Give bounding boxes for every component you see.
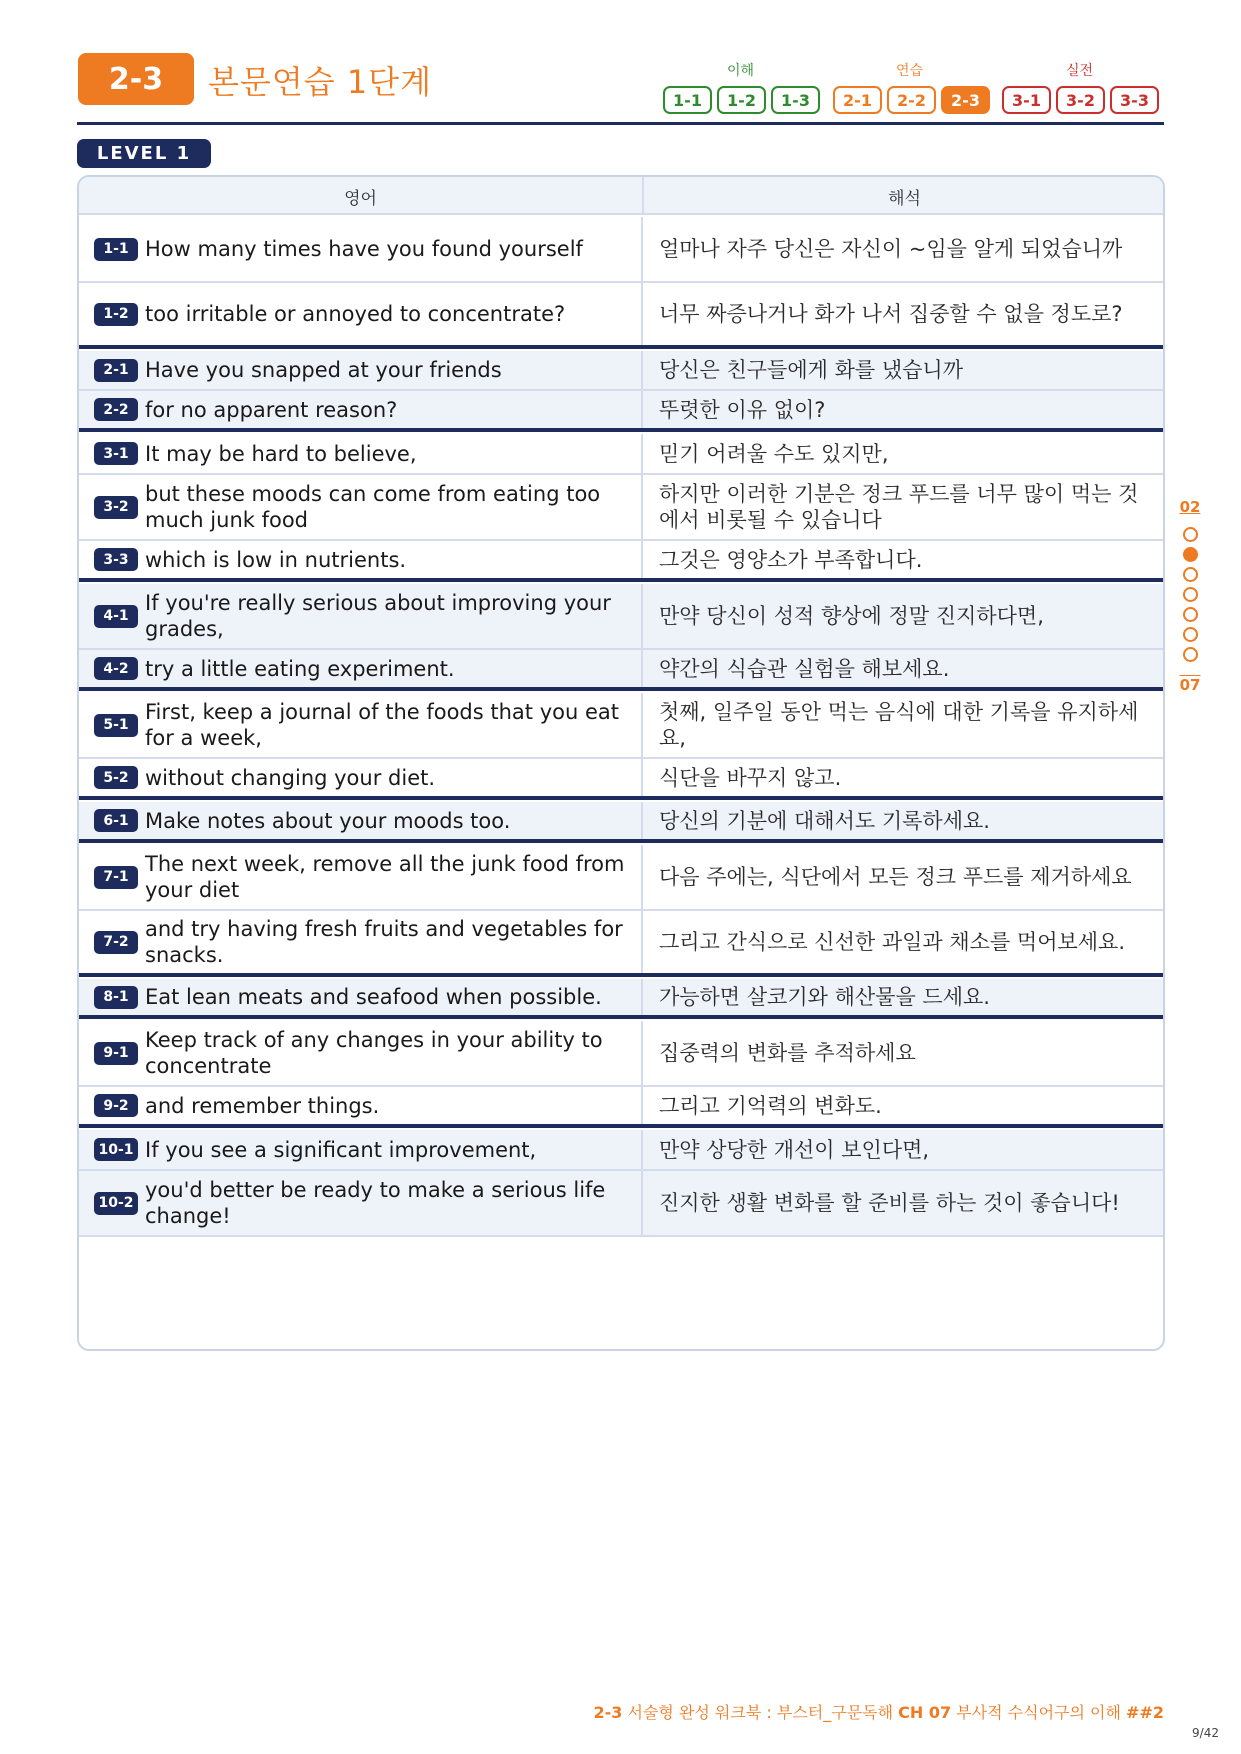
footer-code: 2-3 [593,1703,623,1722]
footer-chapter: CH 07 [898,1703,952,1722]
korean-translation: 그리고 기억력의 변화도. [641,1087,1163,1124]
english-sentence: which is low in nutrients. [145,547,407,572]
english-cell [79,475,641,539]
page-number: 9/42 [1192,1726,1219,1740]
korean-translation: 가능하면 살코기와 해산물을 드세요. [641,979,1163,1015]
english-sentence: you'd better be ready to make a serious life change! [145,1178,606,1228]
english-cell [79,584,641,648]
english-cell [79,434,641,473]
korean-translation: 그것은 영양소가 부족합니다. [641,541,1163,578]
column-header-english: 영어 [344,188,377,209]
english-sentence: Keep track of any changes in your ability to concentrate [145,1028,603,1078]
korean-translation: 당신은 친구들에게 화를 냈습니까 [641,351,1163,389]
progress-dot [1183,527,1198,542]
korean-translation: 그리고 간식으로 신선한 과일과 채소를 먹어보세요. [641,911,1163,973]
sentence-number-badge: 7-1 [94,866,138,889]
korean-translation: 얼마나 자주 당신은 자신이 ~임을 알게 되었습니까 [641,217,1163,281]
table-row [79,650,1163,691]
progress-dot [1183,547,1198,562]
korean-translation: 첫째, 일주일 동안 먹는 음식에 대한 기록을 유지하세요, [641,693,1163,757]
page-title: 본문연습 1단계 [208,63,433,101]
english-cell [79,1087,641,1124]
step-2-1[interactable]: 2-1 [833,86,882,114]
english-sentence: It may be hard to believe, [145,441,417,466]
table-row [79,802,1163,843]
english-sentence: and remember things. [145,1093,380,1118]
table-row [79,693,1163,759]
english-cell [79,1021,641,1085]
korean-translation: 만약 상당한 개선이 보인다면, [641,1130,1163,1169]
step-group-label-practice: 연습 [896,63,924,79]
english-cell [79,650,641,687]
table-row [79,911,1163,977]
side-progress-start: 02 [1179,498,1201,516]
korean-translation: 식단을 바꾸지 않고. [641,759,1163,796]
table-row [79,1087,1163,1128]
column-header-korean: 해석 [642,177,1165,215]
english-cell [79,693,641,757]
english-sentence: and try having fresh fruits and vegetables for snacks. [145,917,623,967]
step-3-2[interactable]: 3-2 [1056,86,1105,114]
english-sentence: Make notes about your moods too. [145,808,511,833]
sentence-number-badge: 1-1 [94,238,138,261]
step-2-2[interactable]: 2-2 [887,86,936,114]
footer-topic: 부사적 수식어구의 이해 [956,1703,1121,1722]
english-cell [79,802,641,839]
sentence-number-badge: 3-2 [94,496,138,519]
progress-dot [1183,607,1198,622]
translation-table [77,175,1165,1351]
table-row [79,584,1163,650]
footer-suffix: ##2 [1126,1703,1164,1722]
table-row [79,541,1163,582]
progress-dot [1183,627,1198,642]
english-sentence: First, keep a journal of the foods that you eat for a week, [145,700,619,750]
sentence-number-badge: 6-1 [94,809,138,832]
table-row [79,283,1163,349]
english-sentence: without changing your diet. [145,765,436,790]
progress-dot [1183,647,1198,662]
korean-translation: 당신의 기분에 대해서도 기록하세요. [641,802,1163,839]
table-row [79,1130,1163,1171]
english-sentence: How many times have you found yourself [145,237,583,261]
progress-dot [1183,587,1198,602]
table-row [79,979,1163,1019]
korean-translation: 진지한 생활 변화를 할 준비를 하는 것이 좋습니다! [641,1171,1163,1235]
sentence-number-badge: 5-1 [94,714,138,737]
korean-translation: 만약 당신이 성적 향상에 정말 진지하다면, [641,584,1163,648]
table-row [79,351,1163,391]
english-cell [79,541,641,578]
progress-dot [1183,567,1198,582]
korean-translation: 뚜렷한 이유 없이? [641,391,1163,428]
english-cell [79,217,641,281]
sentence-number-badge: 2-1 [94,359,138,382]
step-1-3[interactable]: 1-3 [771,86,820,114]
sentence-number-badge: 3-3 [94,548,138,571]
english-sentence: Have you snapped at your friends [145,358,502,382]
step-1-2[interactable]: 1-2 [717,86,766,114]
english-cell [79,351,641,389]
sentence-number-badge: 1-2 [94,303,138,326]
english-sentence: If you see a significant improvement, [145,1137,537,1162]
sentence-number-badge: 9-1 [94,1042,138,1065]
sentence-number-badge: 2-2 [94,398,138,421]
english-cell [79,845,641,909]
step-1-1[interactable]: 1-1 [663,86,712,114]
english-sentence: but these moods can come from eating too much junk food [145,482,601,532]
step-group-label-understand: 이해 [727,63,755,79]
english-cell [79,979,641,1015]
table-header [79,177,1163,215]
side-progress-end: 07 [1179,676,1201,694]
table-row [79,475,1163,541]
english-sentence: Eat lean meats and seafood when possible. [145,985,602,1009]
table-row [79,1171,1163,1237]
english-cell [79,759,641,796]
korean-translation: 하지만 이러한 기분은 정크 푸드를 너무 많이 먹는 것에서 비롯될 수 있습니다 [641,475,1163,539]
step-group-label-real: 실전 [1066,63,1094,79]
level-badge: LEVEL 1 [77,139,211,168]
sentence-number-badge: 4-2 [94,657,138,680]
english-cell [79,911,641,973]
korean-translation: 다음 주에는, 식단에서 모든 정크 푸드를 제거하세요 [641,845,1163,909]
sentence-number-badge: 10-1 [94,1138,138,1161]
english-cell [79,1171,641,1235]
step-3-1[interactable]: 3-1 [1002,86,1051,114]
section-badge: 2-3 [78,53,194,105]
sentence-number-badge: 3-1 [94,442,138,465]
english-sentence: too irritable or annoyed to concentrate? [145,302,566,326]
table-row [79,845,1163,911]
korean-translation: 집중력의 변화를 추적하세요 [641,1021,1163,1085]
table-row [79,391,1163,432]
step-3-3[interactable]: 3-3 [1110,86,1159,114]
table-row [79,1021,1163,1087]
sentence-number-badge: 5-2 [94,766,138,789]
sentence-number-badge: 8-1 [94,986,138,1009]
step-2-3[interactable]: 2-3 [941,86,990,114]
sentence-number-badge: 4-1 [94,605,138,628]
english-sentence: If you're really serious about improving your grades, [145,591,611,641]
footer [593,1700,1164,1723]
header-divider [77,122,1164,125]
english-cell [79,283,641,345]
english-sentence: The next week, remove all the junk food from your diet [145,852,625,902]
english-sentence: for no apparent reason? [145,397,398,422]
english-cell [79,391,641,428]
korean-translation: 믿기 어려울 수도 있지만, [641,434,1163,473]
table-row [79,217,1163,283]
korean-translation: 약간의 식습관 실험을 해보세요. [641,650,1163,687]
sentence-number-badge: 7-2 [94,931,138,954]
sentence-number-badge: 9-2 [94,1094,138,1117]
english-sentence: try a little eating experiment. [145,656,455,681]
footer-book: 서술형 완성 워크북 : 부스터_구문독해 [627,1703,894,1722]
table-row [79,434,1163,475]
table-row [79,759,1163,800]
english-cell [79,1130,641,1169]
korean-translation: 너무 짜증나거나 화가 나서 집중할 수 없을 정도로? [641,283,1163,345]
sentence-number-badge: 10-2 [94,1192,138,1215]
